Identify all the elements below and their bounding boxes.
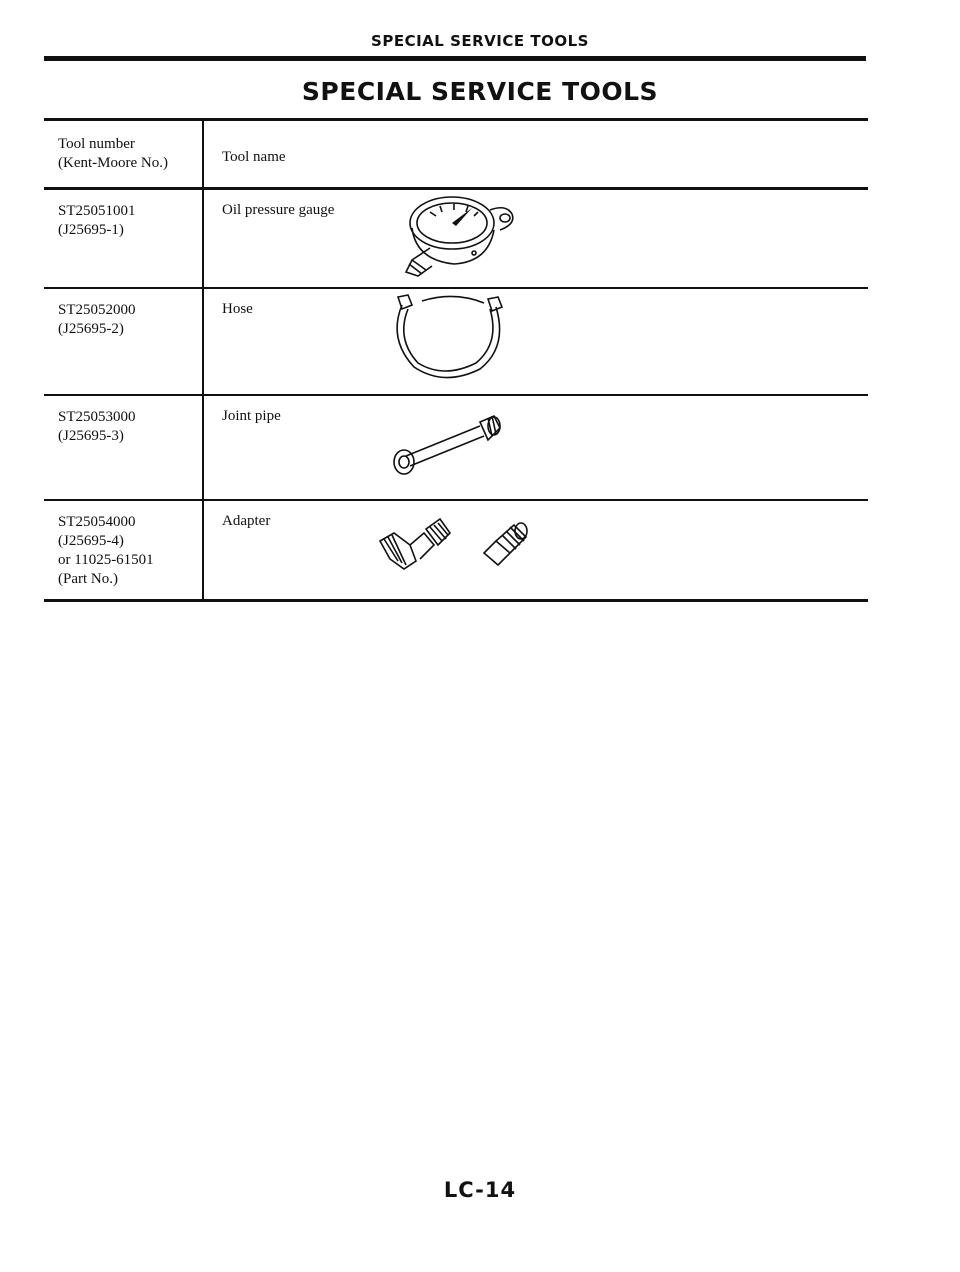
tool-name: Oil pressure gauge [222,202,335,218]
tool-name-cell [204,190,868,287]
tool-name-cell [204,501,868,599]
page-title: SPECIAL SERVICE TOOLS [301,77,659,106]
tool-number-cell [44,396,204,499]
tool-name-cell [204,289,868,394]
part-number: or 11025-61501 [58,552,154,568]
header-label-line: (Kent-Moore No.) [58,155,168,171]
oil-pressure-gauge-icon [382,190,542,285]
table-row [44,501,868,599]
table-header-row [44,121,868,190]
table-row [44,190,868,289]
tool-number: ST25051001 [58,203,136,219]
tool-number: ST25054000 [58,514,136,530]
tool-number: ST25053000 [58,409,136,425]
kent-moore-number: (J25695-2) [58,321,124,337]
kent-moore-number: (J25695-1) [58,222,124,238]
part-number-note: (Part No.) [58,571,118,587]
tool-number-cell [44,501,204,599]
table-row [44,289,868,396]
header-rule [44,56,866,61]
tool-name-cell [204,396,868,499]
hose-icon [384,291,524,383]
running-header: SPECIAL SERVICE TOOLS [371,32,589,50]
joint-pipe-icon [376,400,526,480]
tool-name: Hose [222,301,253,317]
tool-number: ST25052000 [58,302,136,318]
tool-name: Joint pipe [222,408,281,424]
tool-number-cell [44,289,204,394]
kent-moore-number: (J25695-3) [58,428,124,444]
table-row [44,396,868,501]
tool-number-column-header [44,121,204,187]
adapter-icon [376,515,546,575]
tool-name: Adapter [222,513,271,529]
header-label-line: Tool number [58,136,135,152]
tool-table [44,118,868,602]
kent-moore-number: (J25695-4) [58,533,124,549]
tool-number-cell [44,190,204,287]
page-number: LC-14 [443,1178,517,1202]
tool-name-column-header: Tool name [222,149,286,165]
